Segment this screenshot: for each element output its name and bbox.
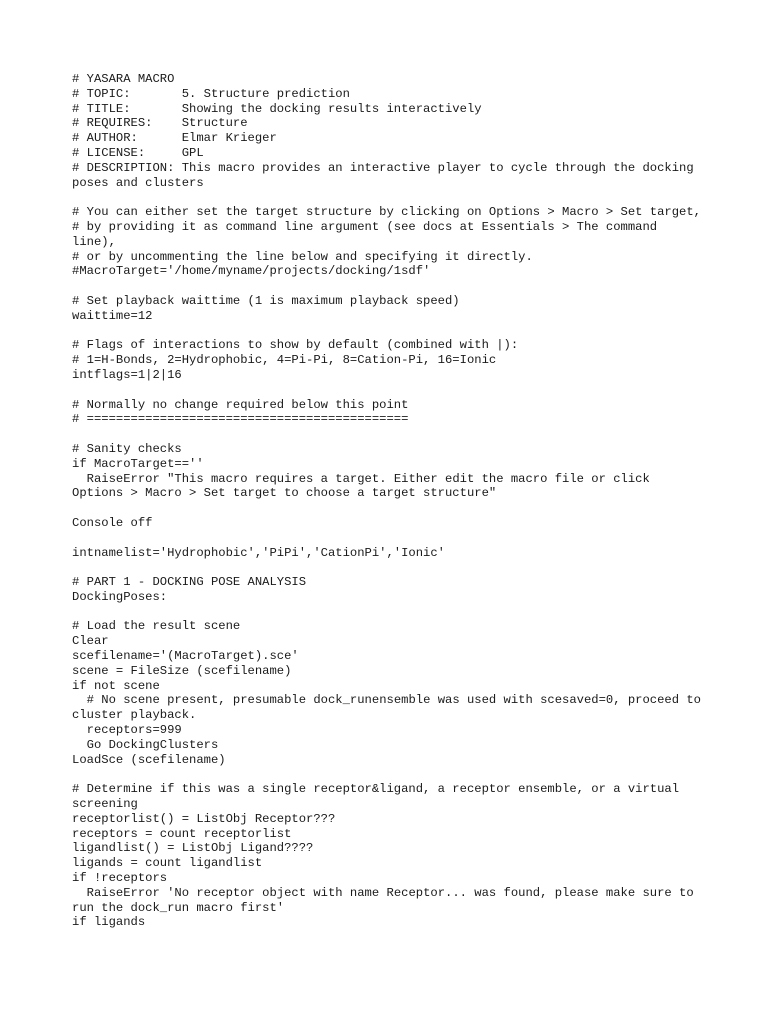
code-line: # ============================================	[72, 412, 409, 427]
code-line: # TITLE: Showing the docking results interactively	[72, 101, 482, 116]
blank-line	[72, 501, 708, 516]
blank-line	[72, 279, 708, 294]
code-line: # Flags of interactions to show by default (combined with |):	[72, 338, 519, 353]
blank-line	[72, 605, 708, 620]
code-line: intnamelist='Hydrophobic','PiPi','CationPi','Ionic'	[72, 545, 445, 560]
code-listing	[72, 72, 708, 930]
blank-line	[72, 383, 708, 398]
code-line: LoadSce (scefilename)	[72, 752, 226, 767]
code-line: DockingPoses:	[72, 589, 168, 604]
code-line: Console off	[72, 515, 153, 530]
code-line: waittime=12	[72, 308, 153, 323]
code-line: RaiseError "This macro requires a target. Either edit the macro file or click Options > Macro > Set target to choose a target structure"	[72, 471, 658, 501]
blank-line	[72, 560, 708, 575]
code-line: Go DockingClusters	[72, 737, 219, 752]
code-line: # Load the result scene	[72, 619, 241, 634]
code-line: if MacroTarget==''	[72, 456, 204, 471]
code-line: # Sanity checks	[72, 441, 182, 456]
code-line: # or by uncommenting the line below and specifying it directly.	[72, 249, 533, 264]
code-line: # AUTHOR: Elmar Krieger	[72, 131, 277, 146]
code-line: # Set playback waittime (1 is maximum playback speed)	[72, 293, 460, 308]
code-line: receptors=999	[72, 723, 182, 738]
code-line: receptors = count receptorlist	[72, 826, 292, 841]
code-line: #MacroTarget='/home/myname/projects/docking/1sdf'	[72, 264, 431, 279]
code-line: scefilename='(MacroTarget).sce'	[72, 649, 299, 664]
code-line: scene = FileSize (scefilename)	[72, 663, 292, 678]
code-line: Clear	[72, 634, 109, 649]
code-line: # No scene present, presumable dock_runensemble was used with scesaved=0, proceed to cluster playback.	[72, 693, 709, 723]
blank-line	[72, 324, 708, 339]
blank-line	[72, 767, 708, 782]
code-line: # Determine if this was a single receptor&ligand, a receptor ensemble, or a virtual screening	[72, 782, 687, 812]
code-line: # Normally no change required below this point	[72, 397, 409, 412]
code-line: # YASARA MACRO	[72, 72, 175, 86]
code-line: # by providing it as command line argument (see docs at Essentials > The command line),	[72, 219, 665, 249]
blank-line	[72, 427, 708, 442]
code-line: ligands = count ligandlist	[72, 856, 263, 871]
code-line: # TOPIC: 5. Structure prediction	[72, 86, 350, 101]
code-line: RaiseError 'No receptor object with name Receptor... was found, please make sure to run the dock_run macro first'	[72, 885, 702, 915]
code-line: # You can either set the target structure by clicking on Options > Macro > Set target,	[72, 205, 701, 220]
code-line: # 1=H-Bonds, 2=Hydrophobic, 4=Pi-Pi, 8=Cation-Pi, 16=Ionic	[72, 353, 497, 368]
code-line: # LICENSE: GPL	[72, 145, 204, 160]
code-line: # DESCRIPTION: This macro provides an interactive player to cycle through the docking poses and clusters	[72, 160, 701, 190]
code-line: intflags=1|2|16	[72, 367, 182, 382]
code-line: if ligands	[72, 915, 146, 930]
code-line: # REQUIRES: Structure	[72, 116, 248, 131]
code-line: receptorlist() = ListObj Receptor???	[72, 811, 336, 826]
code-line: if !receptors	[72, 871, 168, 886]
code-line: if not scene	[72, 678, 160, 693]
blank-line	[72, 190, 708, 205]
code-line: ligandlist() = ListObj Ligand????	[72, 841, 314, 856]
code-line: # PART 1 - DOCKING POSE ANALYSIS	[72, 575, 307, 590]
blank-line	[72, 531, 708, 546]
